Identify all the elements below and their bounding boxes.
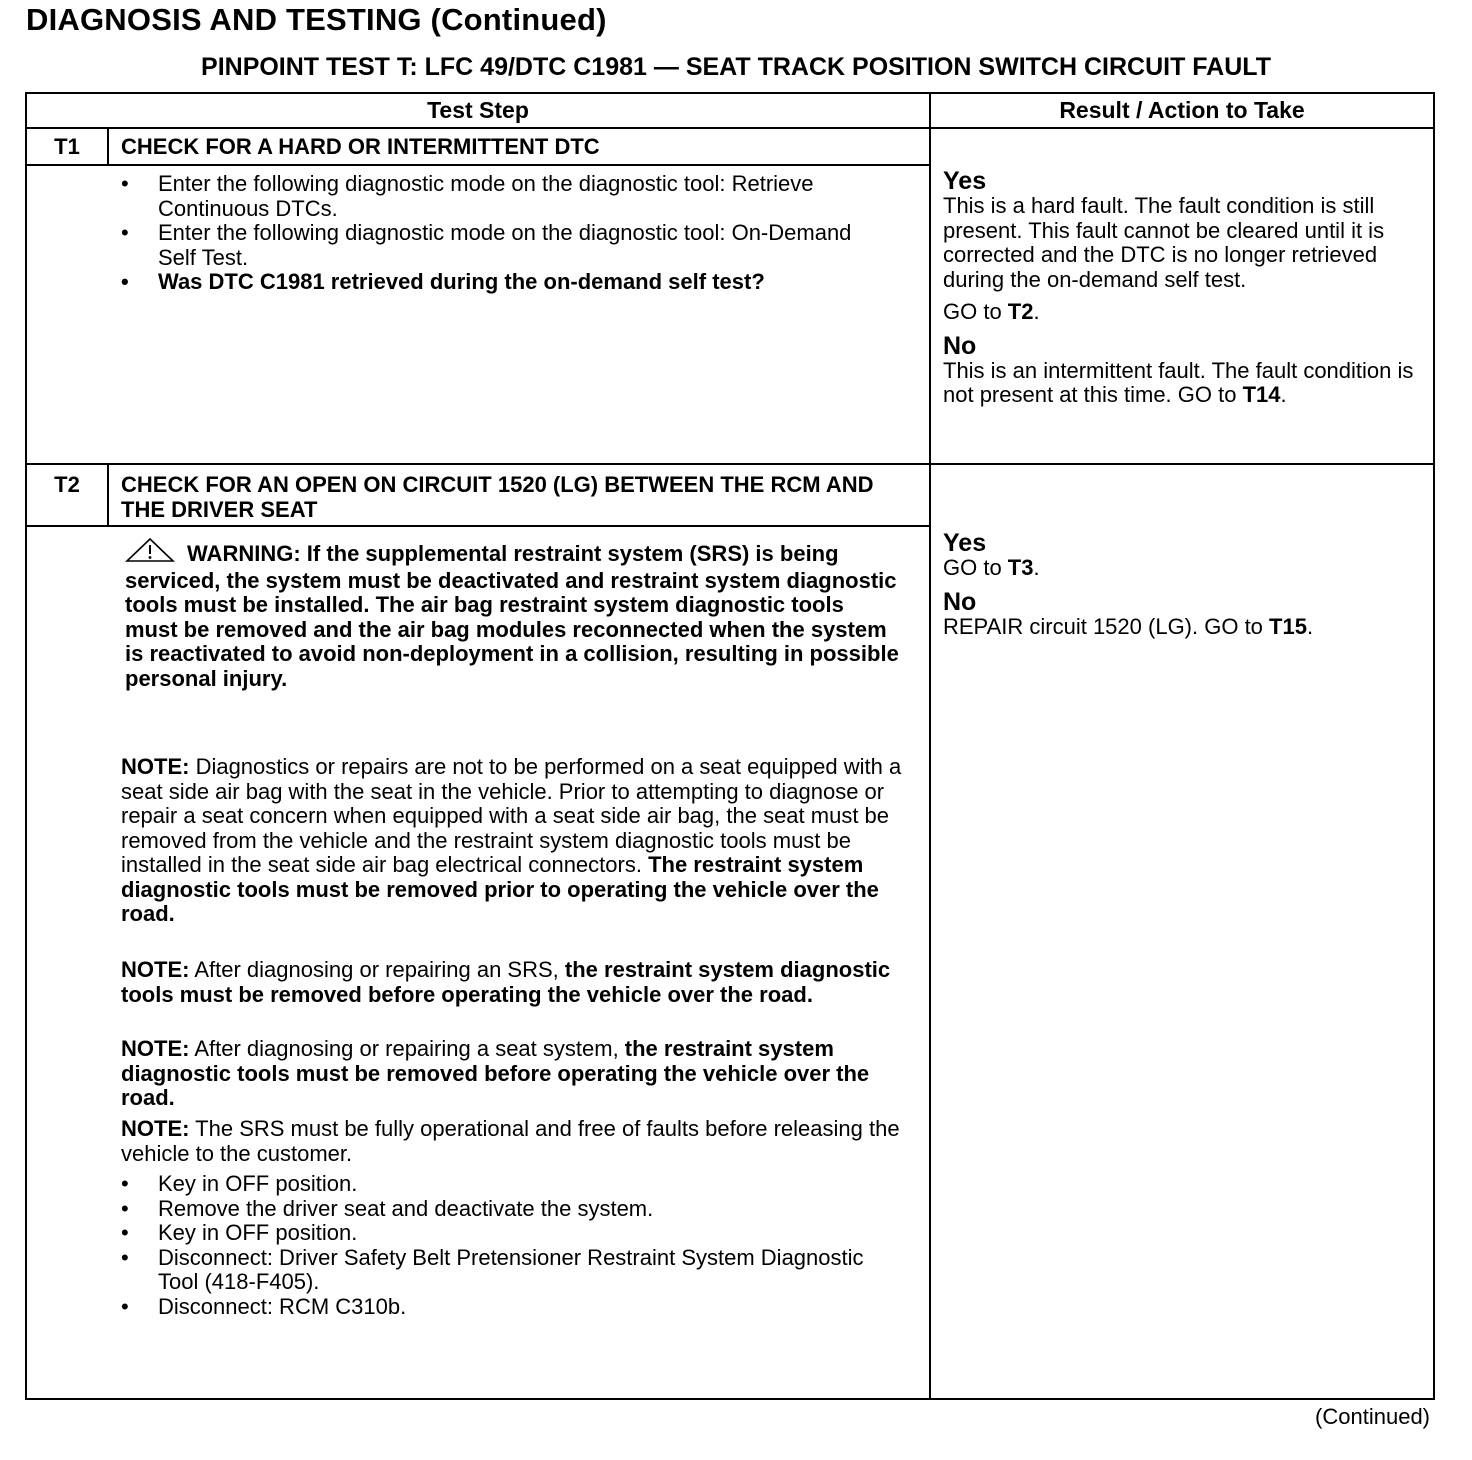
t1-title-divider	[25, 164, 930, 166]
list-item: • Remove the driver seat and deactivate the system.	[121, 1197, 881, 1222]
note-label: NOTE:	[121, 754, 190, 779]
pinpoint-test-title: PINPOINT TEST T: LFC 49/DTC C1981 — SEAT TRACK POSITION SWITCH CIRCUIT FAULT	[201, 53, 1271, 81]
t2-title-divider	[25, 525, 930, 527]
list-item: • Disconnect: Driver Safety Belt Pretensioner Restraint System Diagnostic Tool (418-F405).	[121, 1246, 881, 1295]
list-item: • Enter the following diagnostic mode on the diagnostic tool: Retrieve Continuous DTCs.	[121, 172, 881, 221]
continued-label: (Continued)	[1315, 1404, 1430, 1429]
page-title: DIAGNOSIS AND TESTING (Continued)	[26, 2, 607, 37]
t2-yes-label: Yes	[943, 529, 987, 557]
header-test-step: Test Step	[427, 97, 529, 123]
step-id-t1: T1	[54, 134, 80, 159]
header-divider	[25, 127, 1435, 129]
t2-result	[943, 530, 1429, 639]
note-label: NOTE:	[121, 1036, 190, 1061]
t2-note-3: NOTE: After diagnosing or repairing a seat system, the restraint system diagnostic tools must be removed before operating the vehicle over the road.	[121, 1036, 870, 1110]
t1-yes-target: T2	[1007, 299, 1034, 324]
t1-no-label: No	[943, 331, 977, 360]
t2-note-1: NOTE: Diagnostics or repairs are not to be performed on a seat equipped with a seat side air bag with the seat in the vehicle. Prior to attempting to diagnose or repair a seat concern when equipped with a seat side air bag, the seat must be removed from the vehicle and the restraint system diagnostic tools must be installed in the seat side air bag electrical connectors. The restraint system diagnostic tools must be removed prior to operating the vehicle over the road.	[121, 754, 902, 926]
note-label: NOTE:	[121, 1116, 190, 1141]
t2-warning: WARNING: If the supplemental restraint system (SRS) is being serviced, the system must be deactivated and restraint system diagnostic tools must be installed. The air bag restraint system diagnostic tools must be removed and the air bag modules reconnected when the system is reactivated to avoid non-deployment in a collision, resulting in possible personal injury.	[125, 537, 900, 691]
list-item: • Key in OFF position.	[121, 1172, 881, 1197]
step-title-t1: CHECK FOR A HARD OR INTERMITTENT DTC	[121, 134, 600, 159]
t1-id-divider	[107, 128, 109, 165]
t2-yes-action: GO to T3.	[943, 555, 1040, 580]
t1-yes-label: Yes	[943, 167, 987, 195]
note-label: NOTE:	[121, 957, 190, 982]
list-item: • Enter the following diagnostic mode on the diagnostic tool: On-Demand Self Test.	[121, 221, 881, 270]
t1-yes-text: This is a hard fault. The fault condition is still present. This fault cannot be cleared until it is corrected and the DTC is no longer retrieved during the on-demand self test.	[943, 193, 1385, 292]
t1-yes-action: GO to T2.	[943, 299, 1040, 324]
list-item: • Disconnect: RCM C310b.	[121, 1295, 881, 1320]
t1-result	[943, 168, 1429, 408]
list-item: • Key in OFF position.	[121, 1221, 881, 1246]
row-divider-t1-t2	[25, 463, 1435, 465]
t1-no-text: This is an intermittent fault. The fault condition is not present at this time. GO to T14.	[943, 357, 1414, 407]
t1-no-target: T14	[1242, 382, 1281, 407]
t2-yes-target: T3	[1007, 555, 1034, 580]
header-result-action: Result / Action to Take	[1059, 97, 1305, 123]
warning-triangle-icon	[125, 537, 175, 569]
column-divider	[929, 92, 931, 1400]
t2-note-4: NOTE: The SRS must be fully operational and free of faults before releasing the vehicle to the customer.	[121, 1116, 900, 1166]
t1-step-list	[121, 172, 881, 295]
t2-step-list	[121, 1172, 881, 1319]
step-id-t2: T2	[54, 472, 80, 497]
t2-no-action: REPAIR circuit 1520 (LG). GO to T15.	[943, 613, 1314, 639]
t2-no-target: T15	[1269, 613, 1307, 639]
t2-id-divider	[107, 464, 109, 527]
t2-no-label: No	[943, 587, 977, 616]
t2-note-2: NOTE: After diagnosing or repairing an SRS, the restraint system diagnostic tools must be removed before operating the vehicle over the road.	[121, 957, 891, 1007]
list-item: • Was DTC C1981 retrieved during the on-demand self test?	[121, 270, 881, 295]
step-title-t2: CHECK FOR AN OPEN ON CIRCUIT 1520 (LG) BETWEEN THE RCM AND THE DRIVER SEAT	[121, 472, 874, 522]
